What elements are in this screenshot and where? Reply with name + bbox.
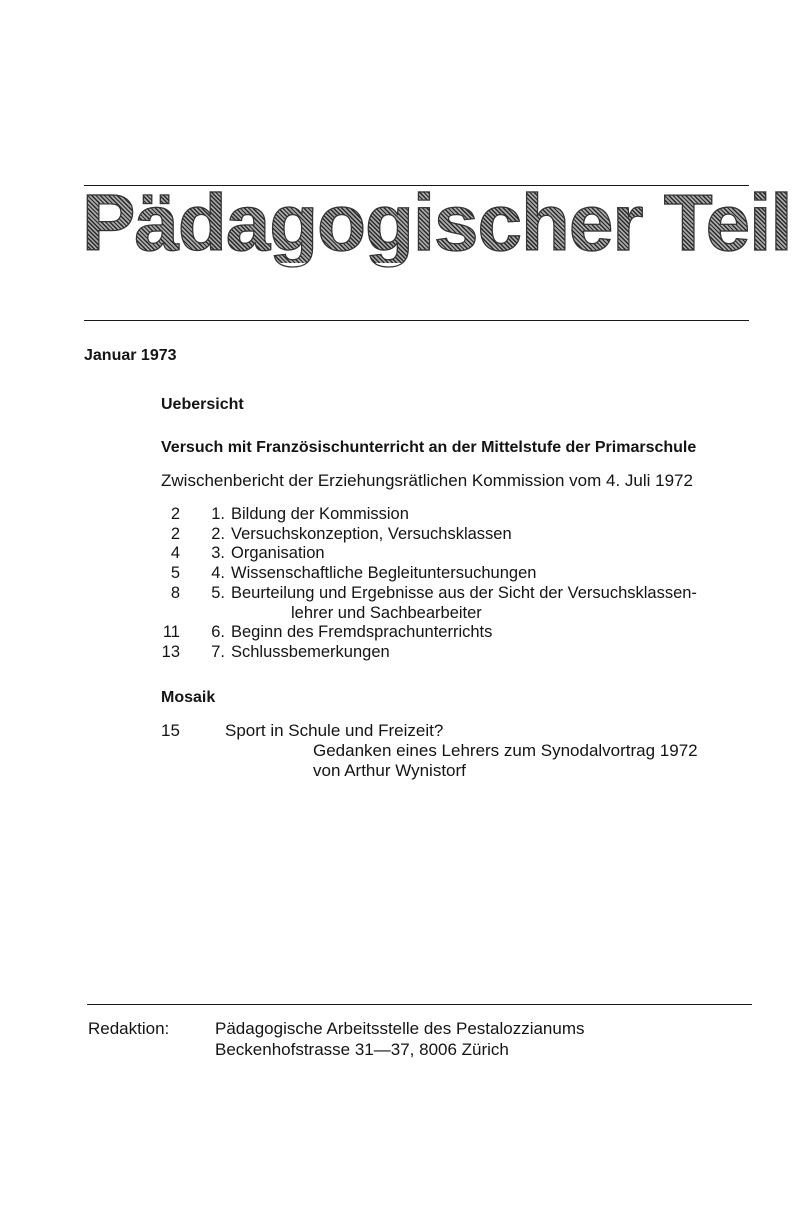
table-of-contents	[150, 505, 770, 663]
toc-item	[150, 584, 770, 623]
toc-page-number: 11	[162, 623, 180, 642]
toc-item-number: 2.	[211, 524, 225, 543]
title-rule	[84, 320, 749, 321]
editorial-address: Beckenhofstrasse 31—37, 8006 Zürich	[215, 1040, 509, 1059]
footer-rule	[87, 1004, 752, 1005]
article-subtitle: Zwischenbericht der Erziehungsrätlichen Kommission vom 4. Juli 1972	[161, 471, 693, 490]
toc-page-number: 5	[170, 564, 180, 583]
page-title: Pädagogischer Teil	[82, 178, 792, 267]
toc-item-text-continued: lehrer und Sachbearbeiter	[291, 603, 482, 622]
issue-date: Januar 1973	[84, 347, 177, 364]
toc-item-text: Beurteilung und Ergebnisse aus der Sicht der Versuchsklassen-	[231, 583, 697, 602]
toc-page-number: 4	[170, 544, 180, 563]
mosaik-article-subtitle: Gedanken eines Lehrers zum Synodalvortrag 1972	[313, 741, 698, 760]
mosaik-article-author: von Arthur Wynistorf	[313, 761, 466, 780]
toc-item	[150, 643, 770, 663]
toc-item-text: Organisation	[231, 544, 325, 563]
mosaik-article-title: Sport in Schule und Freizeit?	[225, 721, 444, 740]
toc-item-number: 6.	[211, 623, 225, 642]
toc-item-number: 4.	[211, 564, 225, 583]
editorial-office: Pädagogische Arbeitsstelle des Pestalozzianums	[215, 1019, 585, 1038]
toc-page-number: 2	[170, 505, 180, 523]
toc-item-text: Beginn des Fremdsprachunterrichts	[231, 623, 493, 642]
toc-item-number: 3.	[211, 544, 225, 563]
toc-item	[150, 544, 770, 564]
overview-heading: Uebersicht	[161, 396, 244, 413]
toc-item	[150, 623, 770, 643]
toc-item-text-wrap	[231, 584, 761, 623]
toc-item-number: 1.	[211, 505, 225, 523]
mosaik-heading: Mosaik	[161, 689, 216, 706]
toc-item-text: Bildung der Kommission	[231, 505, 409, 523]
toc-item	[150, 505, 770, 525]
toc-item-number: 5.	[211, 583, 225, 602]
toc-page-number: 8	[170, 583, 180, 602]
toc-item	[150, 525, 770, 545]
toc-item	[150, 564, 770, 584]
article-title: Versuch mit Französischunterricht an der Mittelstufe der Primarschule	[161, 439, 697, 456]
editorial-label: Redaktion:	[88, 1019, 170, 1038]
mosaik-page-number: 15	[161, 721, 180, 740]
toc-item-text: Wissenschaftliche Begleituntersuchungen	[231, 564, 537, 583]
toc-item-text: Schlussbemerkungen	[231, 642, 390, 661]
toc-item-text: Versuchskonzeption, Versuchsklassen	[231, 524, 512, 543]
toc-item-number: 7.	[211, 642, 225, 661]
toc-page-number: 2	[170, 524, 180, 543]
toc-page-number: 13	[161, 642, 180, 661]
